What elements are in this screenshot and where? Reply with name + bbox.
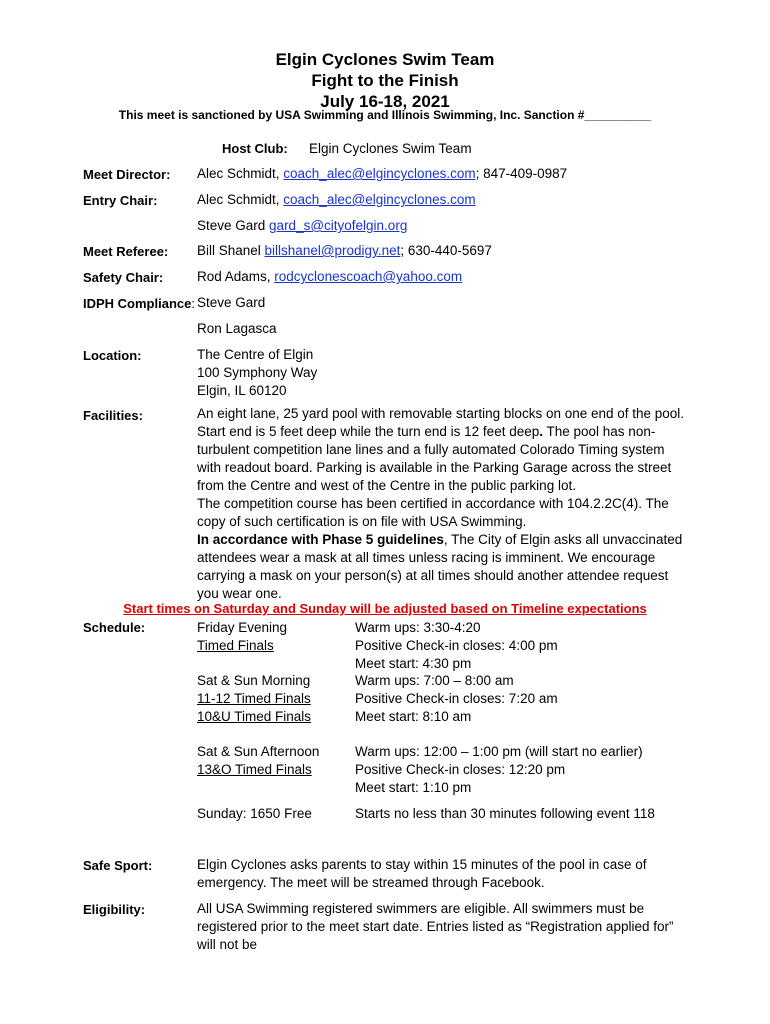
schedule-label: Schedule: (83, 620, 146, 635)
session-format: 11-12 Timed Finals (197, 691, 311, 706)
host-club-label: Host Club: (222, 141, 288, 156)
start-time: Meet start: 1:10 pm (355, 780, 472, 795)
schedule-session-4: Sunday: 1650 Free (197, 806, 312, 821)
meet-referee-value (197, 242, 492, 260)
warmup-time: Warm ups: 3:30-4:20 (355, 620, 481, 635)
entry-chair-value-2 (197, 217, 407, 235)
meet-director-label: Meet Director: (83, 167, 171, 182)
entry-chair-value-1 (197, 191, 476, 209)
safety-chair-value (197, 268, 462, 286)
meet-director-phone: ; 847-409-0987 (475, 166, 568, 181)
start-time: Meet start: 8:10 am (355, 709, 472, 724)
meet-name: Fight to the Finish (311, 71, 459, 90)
safe-sport-label: Safe Sport: (83, 858, 153, 873)
schedule-session-1 (197, 619, 287, 655)
location-line-2: 100 Symphony Way (197, 365, 318, 380)
facilities-p1b: . (539, 424, 543, 439)
idph-label-text: IDPH Compliance (83, 296, 192, 311)
schedule-session-2 (197, 672, 311, 726)
schedule-times-4: Starts no less than 30 minutes following event 118 (355, 806, 655, 821)
eligibility-text: All USA Swimming registered swimmers are eligible. All swimmers must be registered prior to the meet start date. Entries listed as “Registration applied for” will not be (197, 901, 674, 952)
warmup-time: Warm ups: 7:00 – 8:00 am (355, 673, 514, 688)
facilities-p1a: An eight lane, 25 yard pool with removable starting blocks on one end of the pool. Start end is 5 feet deep while the turn end is 12 feet deep (197, 406, 685, 439)
safety-chair-email-link[interactable]: rodcyclonescoach@yahoo.com (274, 269, 463, 284)
eligibility-label: Eligibility: (83, 902, 146, 917)
checkin-time: Positive Check-in closes: 12:20 pm (355, 762, 566, 777)
meet-director-value (197, 165, 567, 183)
meet-referee-phone: ; 630-440-5697 (400, 243, 492, 258)
session-format: 13&O Timed Finals (197, 762, 312, 777)
meet-referee-label: Meet Referee: (83, 244, 169, 259)
session-format: Timed Finals (197, 638, 274, 653)
location-line-3: Elgin, IL 60120 (197, 383, 287, 398)
session-name: Sat & Sun Morning (197, 673, 311, 688)
idph-name-2: Ron Lagasca (197, 321, 277, 336)
facilities-phase5-bold: In accordance with Phase 5 guidelines (197, 532, 444, 547)
sanction-statement: This meet is sanctioned by USA Swimming and Illinois Swimming, Inc. Sanction #__________ (118, 108, 652, 122)
facilities-p1c: The pool has non-turbulent competition lane lines and a fully automated Colorado Timing system with readout board. Parking is available in the Parking Garage across the street from the Centre and west of the Centre in the public parking lot. (197, 424, 672, 493)
idph-name-1: Steve Gard (197, 295, 266, 310)
location-label: Location: (83, 348, 142, 363)
safety-chair-label: Safety Chair: (83, 270, 164, 285)
safety-chair-name: Rod Adams, (197, 269, 275, 284)
session-format-2: 10&U Timed Finals (197, 709, 312, 724)
meet-referee-name: Bill Shanel (197, 243, 265, 258)
checkin-time: Positive Check-in closes: 7:20 am (355, 691, 558, 706)
entry-chair-email-link-1[interactable]: coach_alec@elgincyclones.com (283, 192, 476, 207)
host-club-value: Elgin Cyclones Swim Team (309, 141, 472, 156)
meet-dates: July 16-18, 2021 (320, 92, 450, 111)
idph-compliance-label (83, 296, 195, 311)
safe-sport-text: Elgin Cyclones asks parents to stay within 15 minutes of the pool in case of emergency. The meet will be streamed through Facebook. (197, 857, 647, 890)
document-title: Elgin Cyclones Swim Team (275, 50, 495, 69)
session-name: Friday Evening (197, 620, 288, 635)
entry-chair-name-2: Steve Gard (197, 218, 270, 233)
start-time: Meet start: 4:30 pm (355, 656, 472, 671)
meet-director-name: Alec Schmidt, (197, 166, 284, 181)
schedule-times-1 (355, 619, 558, 673)
facilities-text (197, 405, 692, 603)
meet-referee-email-link[interactable]: billshanel@prodigy.net (264, 243, 401, 258)
entry-chair-email-link-2[interactable]: gard_s@cityofelgin.org (269, 218, 408, 233)
session-name: Sat & Sun Afternoon (197, 744, 320, 759)
schedule-times-3 (355, 743, 643, 797)
checkin-time: Positive Check-in closes: 4:00 pm (355, 638, 558, 653)
location-line-1: The Centre of Elgin (197, 347, 314, 362)
schedule-notice: Start times on Saturday and Sunday will be adjusted based on Timeline expectations (123, 601, 647, 616)
schedule-session-3 (197, 743, 319, 779)
schedule-times-2 (355, 672, 558, 726)
entry-chair-name-1: Alec Schmidt, (197, 192, 284, 207)
location-address (197, 346, 317, 400)
facilities-label: Facilities: (83, 408, 143, 423)
meet-director-email-link[interactable]: coach_alec@elgincyclones.com (283, 166, 476, 181)
warmup-time: Warm ups: 12:00 – 1:00 pm (will start no earlier) (355, 744, 643, 759)
idph-label-colon: : (191, 296, 195, 311)
facilities-phase5-rest: , The City of Elgin asks all unvaccinated attendees wear a mask at all times unless racing is imminent. We encourage carrying a mask on your person(s) at all times should another attendee request you wear one. (197, 532, 683, 601)
entry-chair-label: Entry Chair: (83, 193, 158, 208)
facilities-certification: The competition course has been certified in accordance with 104.2.2C(4). The copy of such certification is on file with USA Swimming. (197, 496, 669, 529)
